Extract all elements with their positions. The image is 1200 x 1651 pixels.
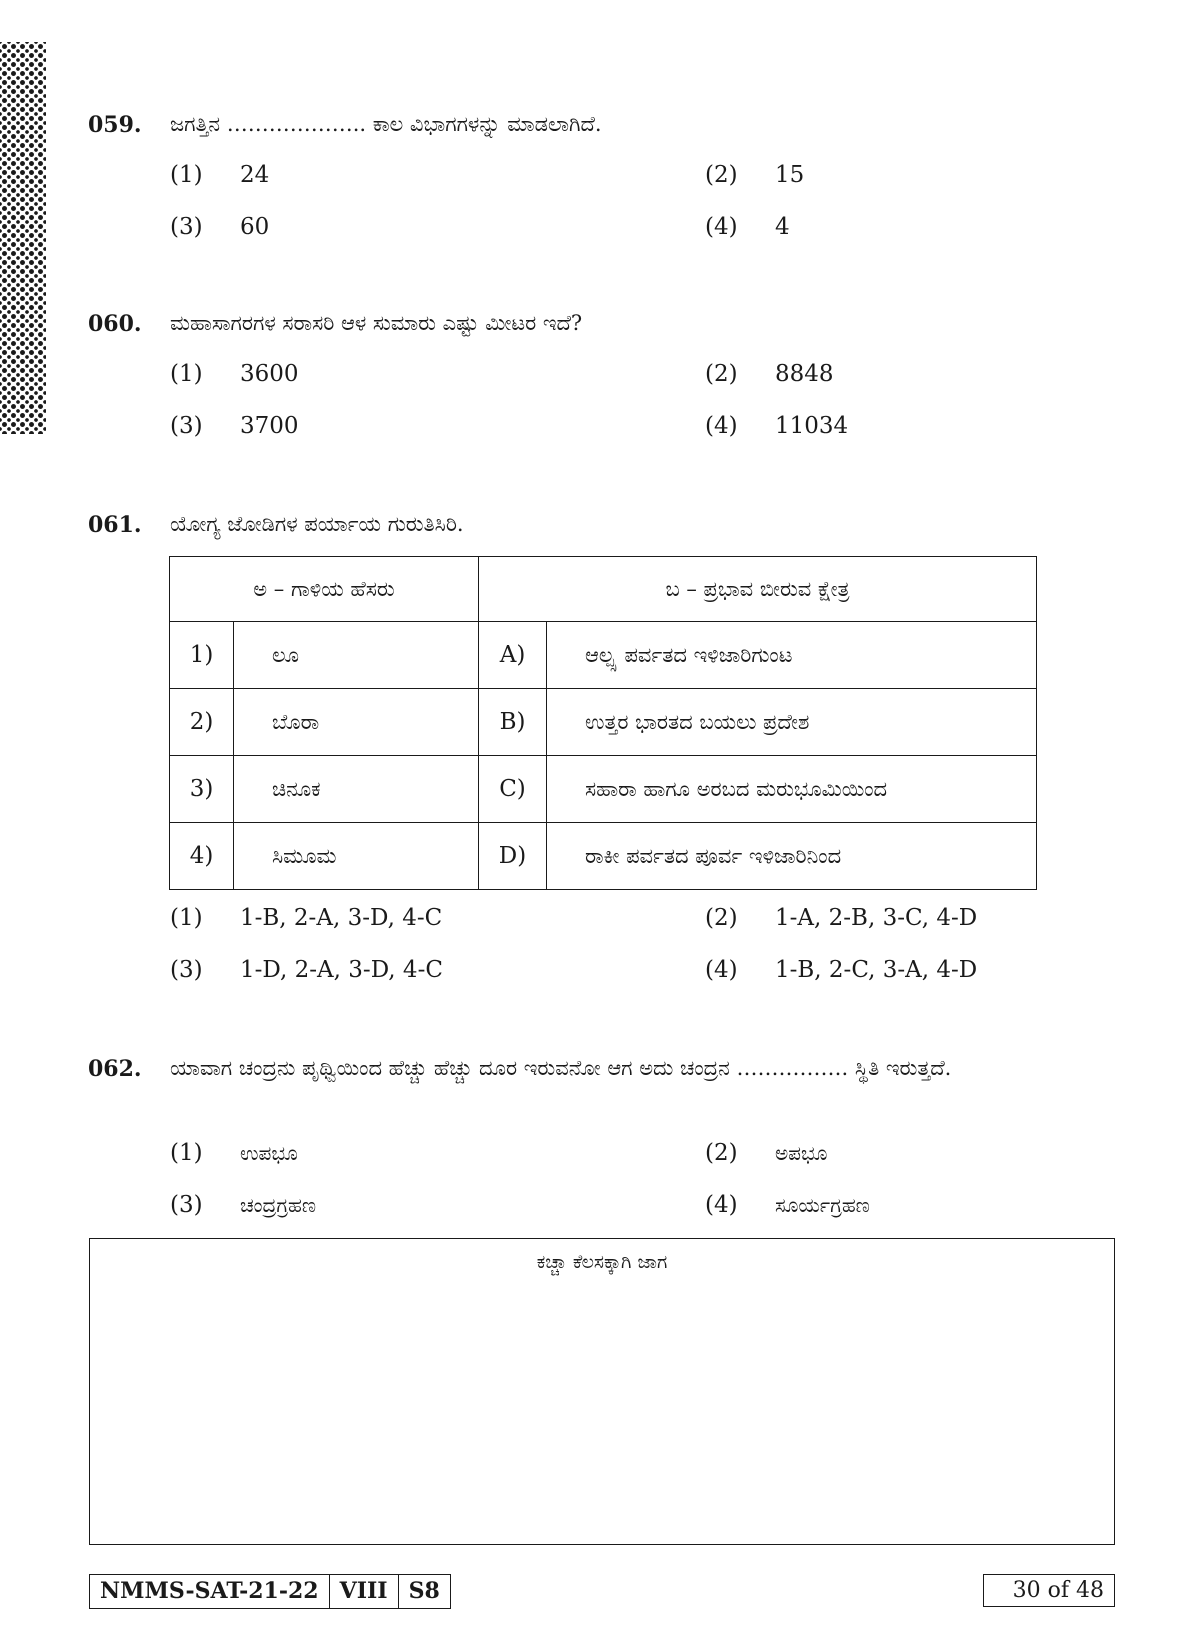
option-3[interactable]: (3) 3700 bbox=[170, 413, 299, 439]
option-1[interactable]: (1) 1-B, 2-A, 3-D, 4-C bbox=[170, 905, 443, 931]
table-row: 2) ಬೊರಾ B) ಉತ್ತರ ಭಾರತದ ಬಯಲು ಪ್ರದೇಶ bbox=[170, 689, 1037, 756]
page-number: 30 of 48 bbox=[983, 1574, 1115, 1607]
question-number: 062. bbox=[88, 1056, 142, 1082]
option-2[interactable]: (2) 8848 bbox=[705, 361, 834, 387]
series-label: S8 bbox=[408, 1578, 440, 1604]
option-4[interactable]: (4) ಸೂರ್ಯಗ್ರಹಣ bbox=[705, 1192, 870, 1218]
rough-work-box bbox=[89, 1238, 1115, 1545]
option-2[interactable]: (2) 1-A, 2-B, 3-C, 4-D bbox=[705, 905, 978, 931]
option-1[interactable]: (1) ಉಪಭೂ bbox=[170, 1140, 298, 1166]
option-4[interactable]: (4) 1-B, 2-C, 3-A, 4-D bbox=[705, 957, 978, 983]
option-3[interactable]: (3) 1-D, 2-A, 3-D, 4-C bbox=[170, 957, 443, 983]
option-1[interactable]: (1) 24 bbox=[170, 162, 270, 188]
option-4[interactable]: (4) 11034 bbox=[705, 413, 849, 439]
class-label: VIII bbox=[330, 1575, 399, 1608]
question-text: ಜಗತ್ತಿನ ……………….. ಕಾಲ ವಿಭಾಗಗಳನ್ನು ಮಾಡಲಾಗಿದೆ. bbox=[170, 112, 602, 136]
question-text: ಯಾವಾಗ ಚಂದ್ರನು ಪೃಥ್ವಿಯಿಂದ ಹೆಚ್ಚು ಹೆಚ್ಚು ದೂರ ಇರುವನೋ ಆಗ ಅದು ಚಂದ್ರನ ……………. ಸ್ಥಿತಿ ಇರುತ್ತದೆ. bbox=[170, 1056, 952, 1080]
table-row: 1) ಲೂ A) ಆಲ್ಪ್ಸ ಪರ್ವತದ ಇಳಿಜಾರಿಗುಂಟ bbox=[170, 622, 1037, 689]
option-3[interactable]: (3) ಚಂದ್ರಗ್ರಹಣ bbox=[170, 1192, 317, 1218]
exam-code: NMMS-SAT-21-22 bbox=[90, 1575, 330, 1608]
option-3[interactable]: (3) 60 bbox=[170, 214, 270, 240]
match-table bbox=[169, 556, 1037, 890]
rough-work-title: ಕಚ್ಚಾ ಕೆಲಸಕ್ಕಾಗಿ ಜಾಗ bbox=[536, 1251, 668, 1273]
table-row: 4) ಸಿಮೂಮ D) ರಾಕೀ ಪರ್ವತದ ಪೂರ್ವ ಇಳಿಜಾರಿನಿಂದ bbox=[170, 823, 1037, 890]
option-4[interactable]: (4) 4 bbox=[705, 214, 790, 240]
table-header-b: ಬ – ಪ್ರಭಾವ ಬೀರುವ ಕ್ಷೇತ್ರ bbox=[479, 557, 1037, 622]
question-number: 060. bbox=[88, 311, 142, 337]
table-header-a: ಅ – ಗಾಳಿಯ ಹೆಸರು bbox=[170, 557, 479, 622]
question-number: 061. bbox=[88, 512, 142, 538]
option-2[interactable]: (2) ಅಪಭೂ bbox=[705, 1140, 828, 1166]
table-row: 3) ಚಿನೂಕ C) ಸಹಾರಾ ಹಾಗೂ ಅರಬದ ಮರುಭೂಮಿಯಿಂದ bbox=[170, 756, 1037, 823]
option-1[interactable]: (1) 3600 bbox=[170, 361, 299, 387]
question-text: ಯೋಗ್ಯ ಜೋಡಿಗಳ ಪರ್ಯಾಯ ಗುರುತಿಸಿರಿ. bbox=[170, 512, 464, 536]
question-062 bbox=[88, 1056, 1118, 1216]
option-2[interactable]: (2) 15 bbox=[705, 162, 805, 188]
footer-code-box bbox=[89, 1574, 451, 1609]
question-text: ಮಹಾಸಾಗರಗಳ ಸರಾಸರಿ ಆಳ ಸುಮಾರು ಎಷ್ಟು ಮೀಟರ ಇದೆ? bbox=[170, 311, 583, 335]
question-number: 059. bbox=[88, 112, 142, 138]
decorative-border-pattern bbox=[0, 42, 46, 434]
